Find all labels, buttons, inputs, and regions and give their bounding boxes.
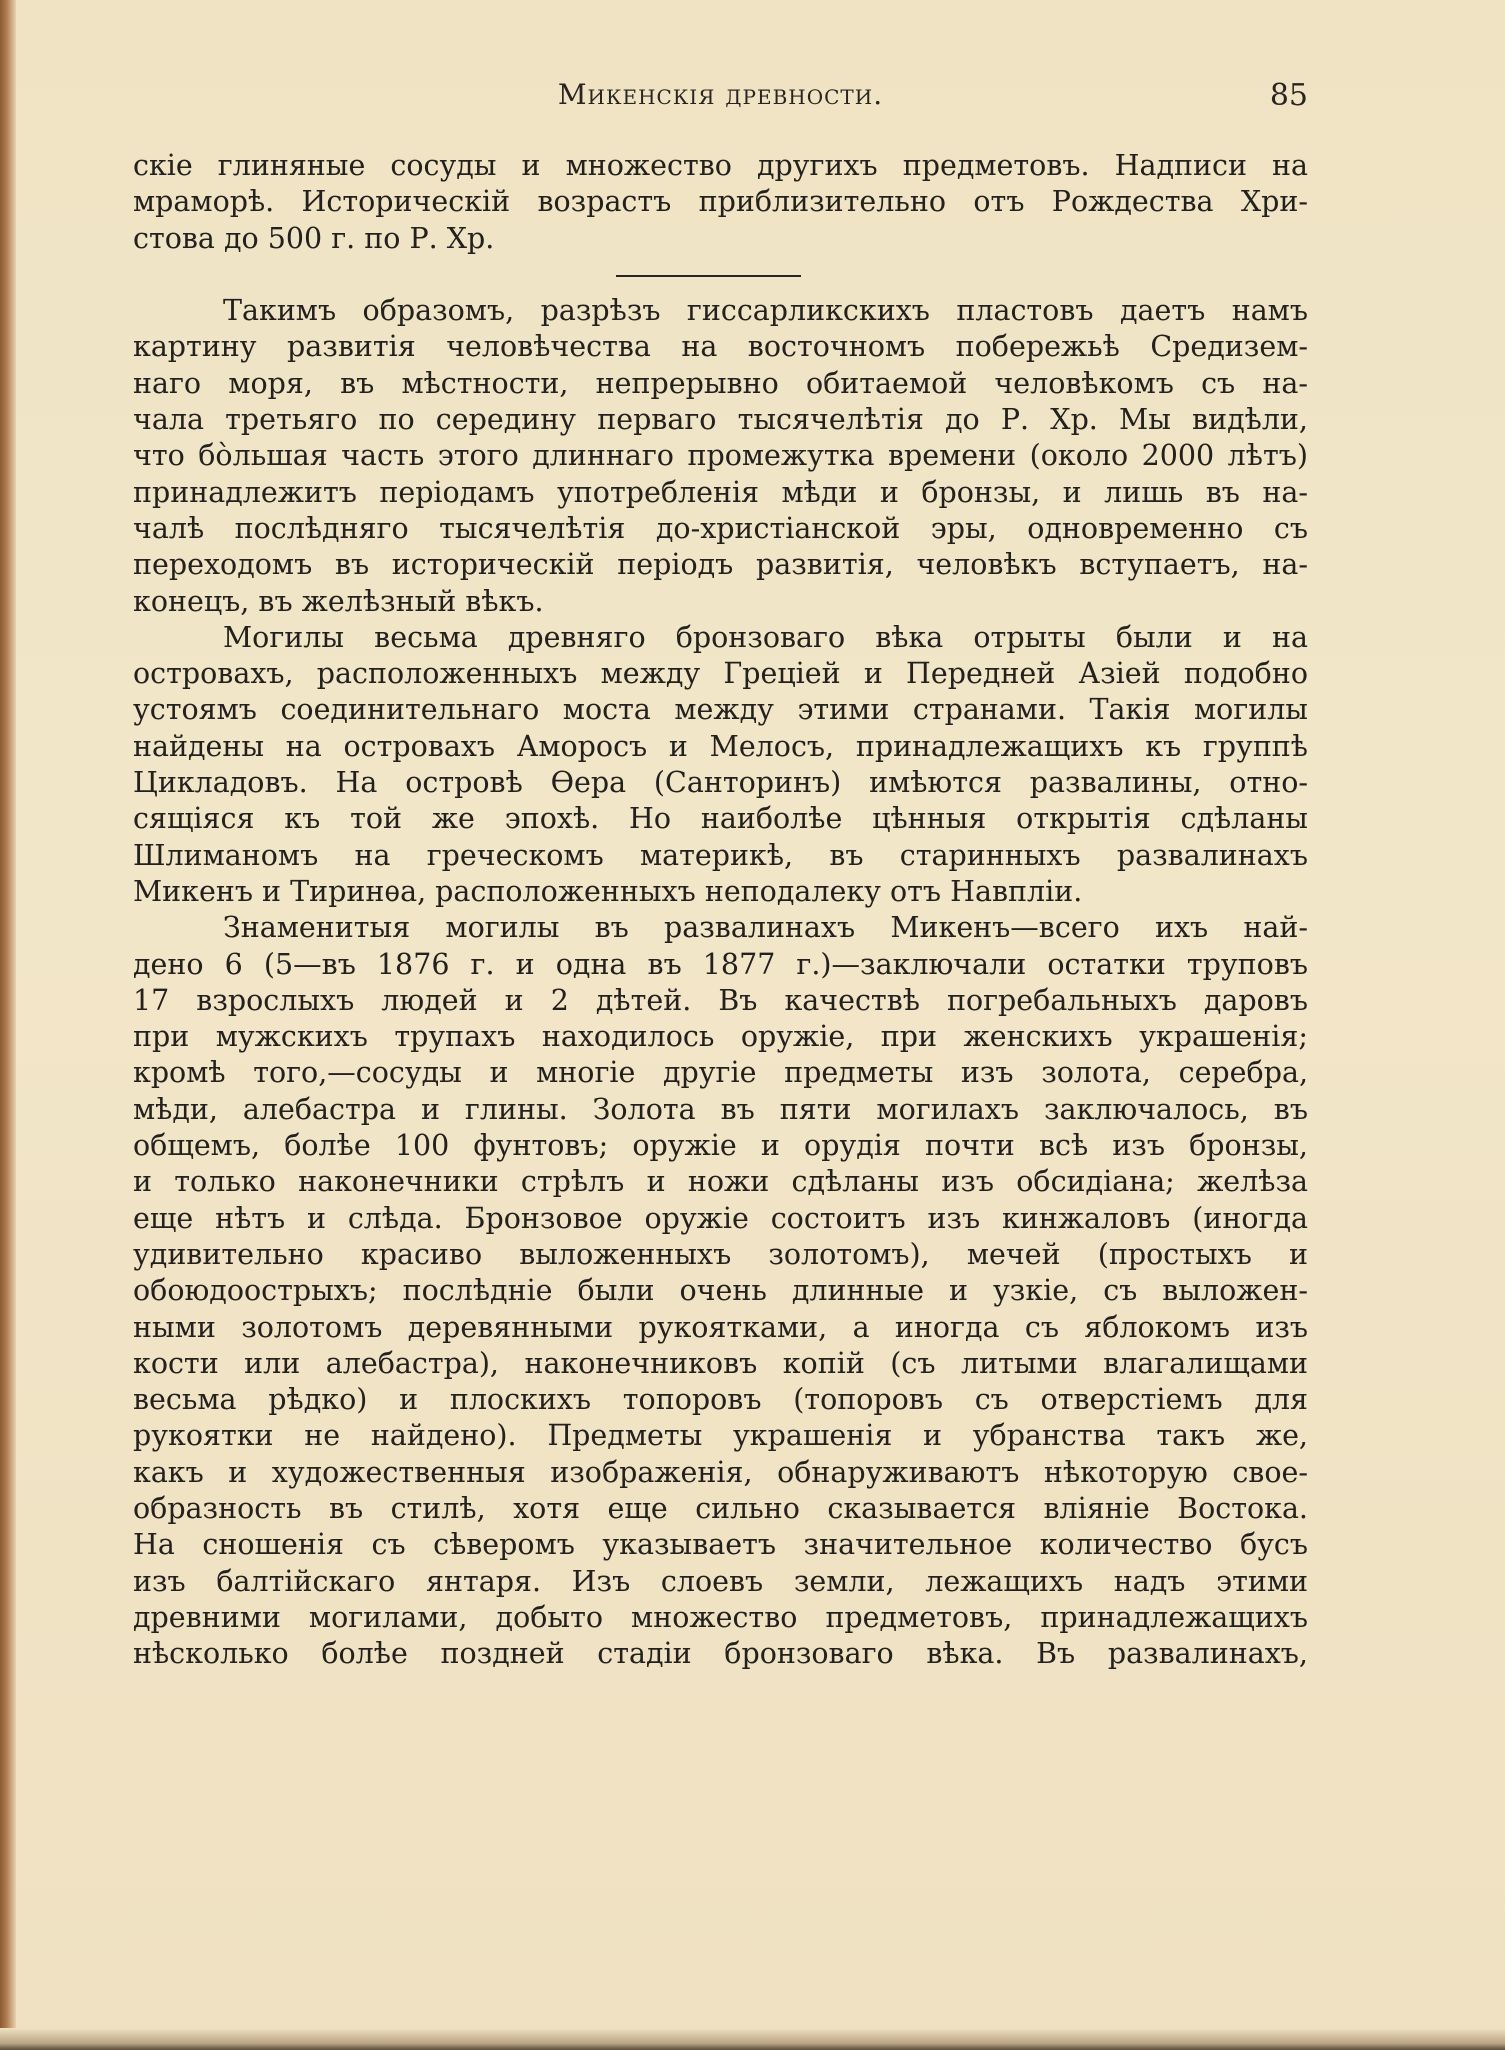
text-line: мѣди, алебастра и глины. Золота въ пяти могилахъ заключалось, въ (133, 1092, 1308, 1126)
text-line: островахъ, расположенныхъ между Греціей и Передней Азіей подобно (133, 657, 1308, 691)
text-line: чалѣ послѣдняго тысячелѣтія до-христіанской эры, одновременно съ (133, 511, 1308, 545)
text-line: Могилы весьма древняго бронзоваго вѣка отрыты были и на (223, 620, 1308, 654)
paragraph-3 (133, 910, 1308, 1672)
text-line: весьма рѣдко) и плоскихъ топоровъ (топоровъ съ отверстіемъ для (133, 1383, 1308, 1417)
text-line: Микенъ и Тиринѳа, расположенныхъ неподалеку отъ Навпліи. (133, 874, 1083, 908)
text-line: принадлежитъ періодамъ употребленія мѣди и бронзы, и лишь въ на- (133, 475, 1308, 509)
page-bottom-edge (0, 2028, 1505, 2050)
text-line: 17 взрослыхъ людей и 2 дѣтей. Въ качествѣ погребальныхъ даровъ (133, 983, 1308, 1017)
paragraph-2 (133, 620, 1308, 910)
text-line: образность въ стилѣ, хотя еще сильно сказывается вліяніе Востока. (133, 1491, 1308, 1525)
paragraph-1 (133, 293, 1308, 620)
text-line: мраморѣ. Историческій возрастъ приблизительно отъ Рождества Хри- (133, 185, 1308, 219)
text-line: наго моря, въ мѣстности, непрерывно обитаемой человѣкомъ съ на- (133, 366, 1308, 400)
text-line: ными золотомъ деревянными рукоятками, а иногда съ яблокомъ изъ (133, 1310, 1308, 1344)
text-line: картину развитія человѣчества на восточномъ побережьѣ Средизем- (133, 330, 1308, 364)
text-line: общемъ, болѣе 100 фунтовъ; оружіе и орудія почти всѣ изъ бронзы, (133, 1129, 1308, 1163)
text-line: обоюдоострыхъ; послѣдніе были очень длинные и узкіе, съ выложен- (133, 1274, 1308, 1308)
text-line: скіе глиняные сосуды и множество другихъ предметовъ. Надписи на (133, 149, 1308, 182)
text-line: найдены на островахъ Аморосъ и Мелосъ, принадлежащихъ къ группѣ (133, 729, 1308, 763)
text-line: Шлиманомъ на греческомъ материкѣ, въ старинныхъ развалинахъ (133, 838, 1308, 872)
paragraph-continued (133, 148, 1308, 257)
text-line: нѣсколько болѣе поздней стадіи бронзоваго вѣка. Въ развалинахъ, (133, 1637, 1308, 1671)
text-line: и только наконечники стрѣлъ и ножи сдѣланы изъ обсидіана; желѣза (133, 1165, 1308, 1199)
text-line: На сношенія съ сѣверомъ указываетъ значительное количество бусъ (133, 1528, 1308, 1562)
text-line: стова до 500 г. по Р. Хр. (133, 221, 495, 255)
text-line: конецъ, въ желѣзный вѣкъ. (133, 584, 544, 618)
text-line: сящіяся къ той же эпохѣ. Но наиболѣе цѣнныя открытія сдѣланы (133, 802, 1308, 836)
text-line: при мужскихъ трупахъ находилось оружіе, при женскихъ украшенія; (133, 1020, 1308, 1054)
text-line: Такимъ образомъ, разрѣзъ гиссарликскихъ пластовъ даетъ намъ (223, 294, 1308, 328)
text-line: рукоятки не найдено). Предметы украшенія и убранства такъ же, (133, 1419, 1308, 1453)
text-line: устоямъ соединительнаго моста между этими странами. Такія могилы (133, 693, 1308, 727)
page-number: 85 (1269, 78, 1308, 113)
page-binding-edge (0, 0, 16, 2050)
text-line: чала третьяго по середину перваго тысячелѣтія до Р. Хр. Мы видѣли, (133, 403, 1308, 437)
text-line: удивительно красиво выложенныхъ золотомъ), мечей (простыхъ и (133, 1237, 1308, 1271)
text-line: кости или алебастра), наконечниковъ копій (съ литыми влагалищами (133, 1346, 1308, 1380)
text-line: дено 6 (5—въ 1876 г. и одна въ 1877 г.)—заключали остатки труповъ (133, 947, 1308, 981)
text-line: переходомъ въ историческій періодъ развитія, человѣкъ вступаетъ, на- (133, 548, 1308, 582)
divider-rule (616, 275, 801, 277)
text-line: что бо̀льшая часть этого длиннаго промежутка времени (около 2000 лѣтъ) (133, 439, 1308, 473)
text-line: кромѣ того,—сосуды и многіе другіе предметы изъ золота, серебра, (133, 1056, 1308, 1090)
text-line: древними могилами, добыто множество предметовъ, принадлежащихъ (133, 1600, 1308, 1634)
text-line: Цикладовъ. На островѣ Ѳера (Санторинъ) имѣются развалины, отно- (133, 766, 1308, 800)
body-text (133, 148, 1308, 1672)
text-line: еще нѣтъ и слѣда. Бронзовое оружіе состоитъ изъ кинжаловъ (иногда (133, 1201, 1308, 1235)
text-line: изъ балтійскаго янтаря. Изъ слоевъ земли, лежащихъ надъ этими (133, 1564, 1308, 1598)
page-header (133, 78, 1308, 124)
text-line: какъ и художественныя изображенія, обнаруживаютъ нѣкоторую свое- (133, 1455, 1308, 1489)
running-title: Микенскія древности. (557, 78, 884, 111)
section-divider (133, 257, 1308, 293)
text-line: Знаменитыя могилы въ развалинахъ Микенъ—всего ихъ най- (223, 911, 1308, 945)
